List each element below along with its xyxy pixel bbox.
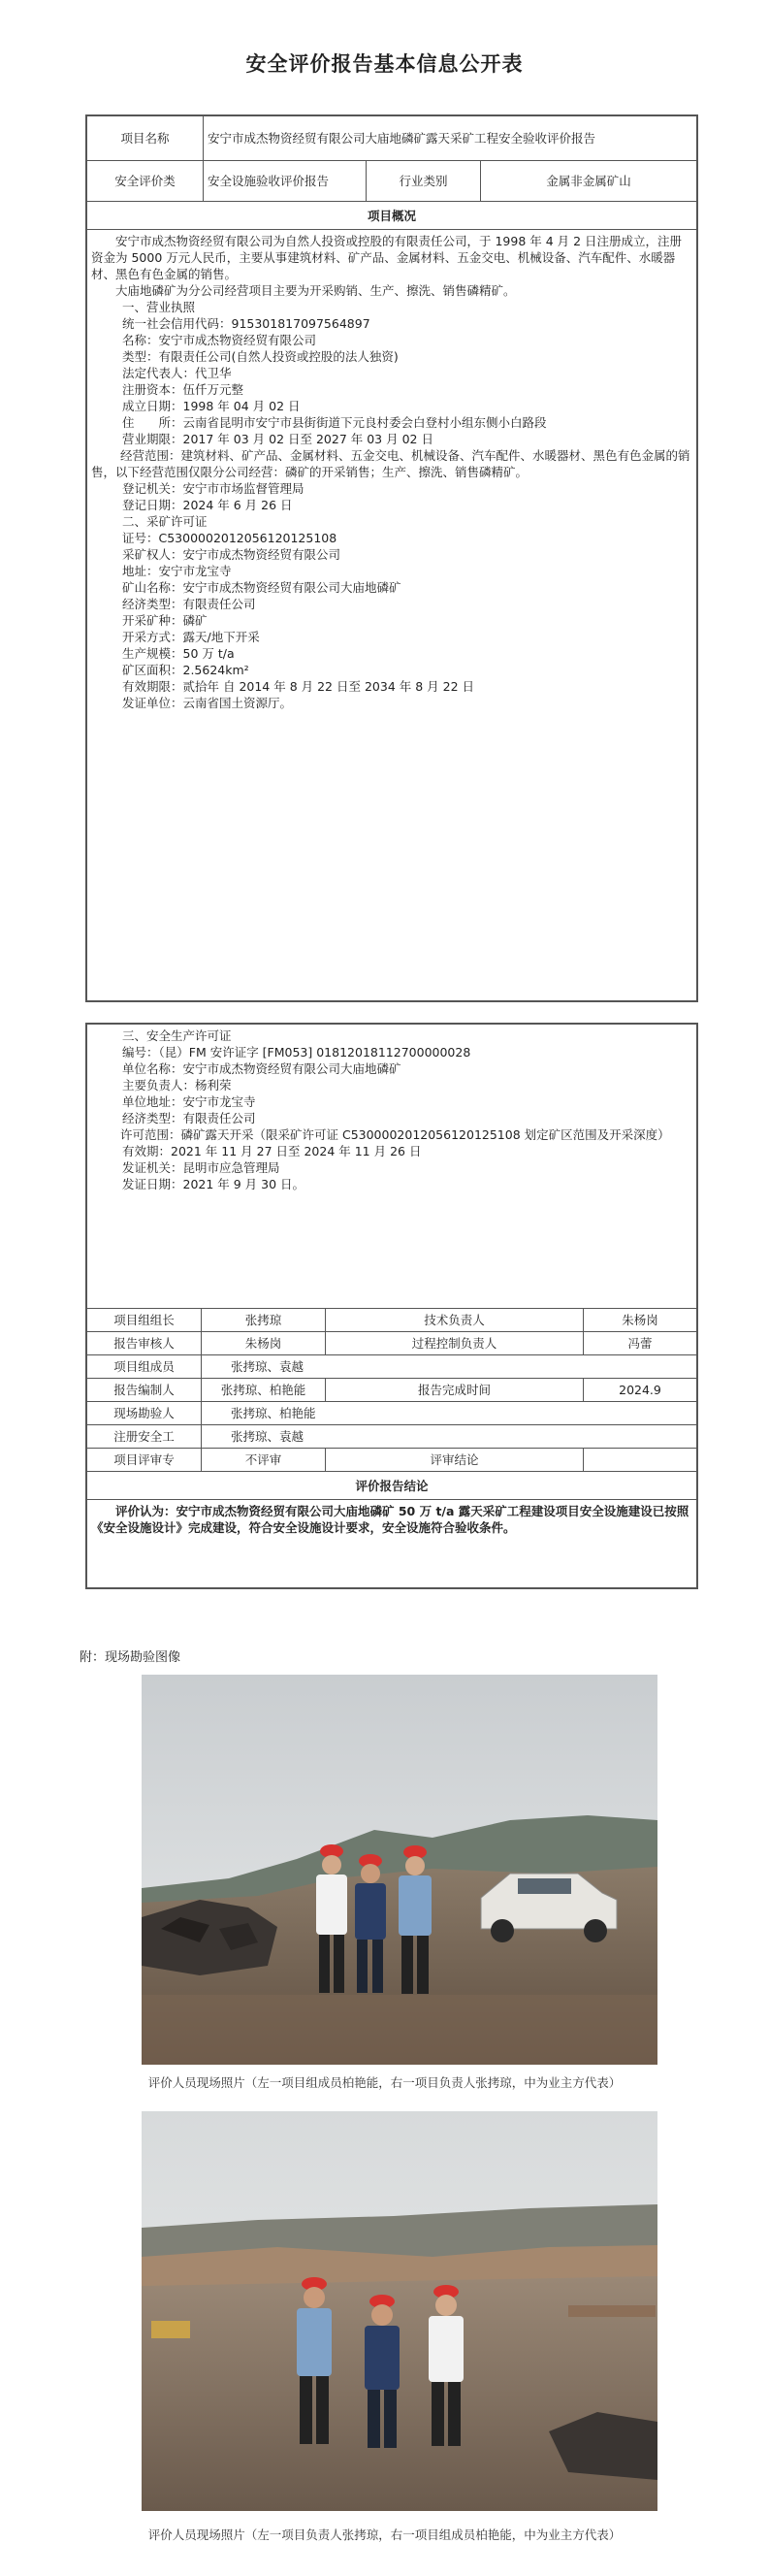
eval-type-label: 安全评价类 [87, 161, 204, 202]
safety-line: 发证机关：昆明市应急管理局 [122, 1160, 280, 1175]
attachment-note: 附：现场勘验图像 [80, 1650, 181, 1665]
review-value: 不评审 [202, 1449, 326, 1472]
safety-line: 有效期：2021 年 11 月 27 日至 2024 年 11 月 26 日 [122, 1144, 422, 1158]
tech-value: 朱杨岗 [584, 1309, 697, 1332]
leader-value: 张拷琼 [202, 1309, 326, 1332]
license-line: 登记日期：2024 年 6 月 26 日 [122, 498, 293, 512]
license-line: 名称：安宁市成杰物资经贸有限公司 [122, 333, 317, 347]
license-line: 统一社会信用代码：915301817097564897 [122, 316, 370, 331]
conclusion-text [87, 1500, 697, 1588]
site-photo-2-image [142, 2111, 657, 2511]
overview-intro: 安宁市成杰物资经贸有限公司为自然人投资或控股的有限责任公司，于 1998 年 4 月 2 日注册成立，注册资金为 5000 万元人民币，主要从事建筑材料、矿产品、金属材料、五金交电、机械设备、汽车配件、水暖器材、黑色有色金属的销售。 [91, 234, 683, 281]
safety-line: 发证日期：2021 年 9 月 30 日。 [122, 1177, 305, 1191]
safety-heading: 三、安全生产许可证 [122, 1028, 232, 1043]
review-label: 项目评审专 [87, 1449, 202, 1472]
engineer-label: 注册安全工 [87, 1425, 202, 1449]
mining-line: 地址：安宁市龙宝寺 [122, 564, 232, 578]
project-name-label: 项目名称 [87, 116, 204, 161]
date-label: 报告完成时间 [326, 1379, 584, 1402]
mining-line: 矿山名称：安宁市成杰物资经贸有限公司大庙地磷矿 [122, 580, 401, 595]
mining-line: 开采矿种：磷矿 [122, 613, 208, 628]
reviewer-label: 报告审核人 [87, 1332, 202, 1355]
overview-body [87, 230, 697, 1001]
safety-license-body [87, 1025, 697, 1309]
eval-type-value: 安全设施验收评价报告 [204, 161, 367, 202]
mining-line: 发证单位：云南省国土资源厅。 [122, 696, 293, 710]
review-conclusion-value [584, 1449, 697, 1472]
safety-line: 编号：（昆）FM 安许证字 [FM053] 01812018112700000028 [122, 1045, 471, 1060]
overview-heading: 项目概况 [87, 202, 697, 230]
info-table-top [85, 114, 698, 1002]
site-photo-2 [142, 2111, 657, 2511]
date-value: 2024.9 [584, 1379, 697, 1402]
safety-line: 主要负责人：杨利荣 [122, 1078, 232, 1092]
safety-line: 单位地址：安宁市龙宝寺 [122, 1094, 256, 1109]
conclusion-heading: 评价报告结论 [87, 1472, 697, 1500]
author-label: 报告编制人 [87, 1379, 202, 1402]
safety-line: 单位名称：安宁市成杰物资经贸有限公司大庙地磷矿 [122, 1061, 401, 1076]
photo-1-caption: 评价人员现场照片（左一项目组成员柏艳能，右一项目负责人张拷琼，中为业主方代表） [147, 2075, 622, 2090]
mining-line: 生产规模：50 万 t/a [122, 646, 235, 661]
tech-label: 技术负责人 [326, 1309, 584, 1332]
license-line: 营业期限：2017 年 03 月 02 日至 2027 年 03 月 02 日 [122, 432, 433, 446]
business-scope: 经营范围：建筑材料、矿产品、金属材料、五金交电、机械设备、汽车配件、水暖器材、黑色有色金属的销售，以下经营范围仅限分公司经营：磷矿的开采销售；生产、擦洗、销售磷精矿。 [91, 448, 690, 479]
conclusion-body: 评价认为：安宁市成杰物资经贸有限公司大庙地磷矿 50 万 t/a 露天采矿工程建设项目安全设施建设已按照《安全设施设计》完成建设，符合安全设施设计要求，安全设施符合验收条件。 [91, 1504, 689, 1535]
industry-value: 金属非金属矿山 [481, 161, 697, 202]
author-value: 张拷琼、柏艳能 [202, 1379, 326, 1402]
mining-line: 开采方式：露天/地下开采 [122, 630, 260, 644]
safety-line: 经济类型：有限责任公司 [122, 1111, 256, 1125]
mining-line: 经济类型：有限责任公司 [122, 597, 256, 611]
industry-label: 行业类别 [367, 161, 481, 202]
engineer-value: 张拷琼、袁越 [202, 1425, 697, 1449]
license-line: 登记机关：安宁市市场监督管理局 [122, 481, 304, 496]
site-label: 现场勘验人 [87, 1402, 202, 1425]
photo-2-caption: 评价人员现场照片（左一项目负责人张拷琼，右一项目组成员柏艳能，中为业主方代表） [147, 2527, 622, 2542]
mining-line: 采矿权人：安宁市成杰物资经贸有限公司 [122, 547, 341, 562]
license-line: 住 所：云南省昆明市安宁市县街街道下元良村委会白登村小组东侧小白路段 [122, 415, 547, 430]
safety-scope: 许可范围：磷矿露天开采（限采矿许可证 C5300002012056120125108 划定矿区范围及开采深度） [120, 1127, 670, 1142]
mining-heading: 二、采矿许可证 [122, 514, 208, 529]
members-value: 张拷琼、袁越 [202, 1355, 697, 1379]
mining-line: 矿区面积：2.5624km² [122, 663, 249, 677]
site-photo-1 [142, 1675, 657, 2065]
site-photo-1-image [142, 1675, 657, 2065]
overview-intro2: 大庙地磷矿为分公司经营项目主要为开采购销、生产、擦洗、销售磷精矿。 [115, 283, 516, 298]
leader-label: 项目组组长 [87, 1309, 202, 1332]
site-value: 张拷琼、柏艳能 [202, 1402, 697, 1425]
mining-line: 证号：C5300002012056120125108 [122, 531, 337, 545]
process-label: 过程控制负责人 [326, 1332, 584, 1355]
mining-line: 有效期限：贰拾年 自 2014 年 8 月 22 日至 2034 年 8 月 22 日 [122, 679, 474, 694]
process-value: 冯蕾 [584, 1332, 697, 1355]
license-line: 法定代表人：代卫华 [122, 366, 232, 380]
page-title: 安全评价报告基本信息公开表 [245, 52, 524, 76]
review-conclusion-label: 评审结论 [326, 1449, 584, 1472]
reviewer-value: 朱杨岗 [202, 1332, 326, 1355]
license-line: 注册资本：伍仟万元整 [122, 382, 244, 397]
members-label: 项目组成员 [87, 1355, 202, 1379]
license-heading: 一、营业执照 [122, 300, 196, 314]
project-name-value: 安宁市成杰物资经贸有限公司大庙地磷矿露天采矿工程安全验收评价报告 [204, 116, 697, 161]
license-line: 类型：有限责任公司(自然人投资或控股的法人独资) [122, 349, 399, 364]
info-table-bottom [85, 1023, 698, 1589]
license-line: 成立日期：1998 年 04 月 02 日 [122, 399, 301, 413]
